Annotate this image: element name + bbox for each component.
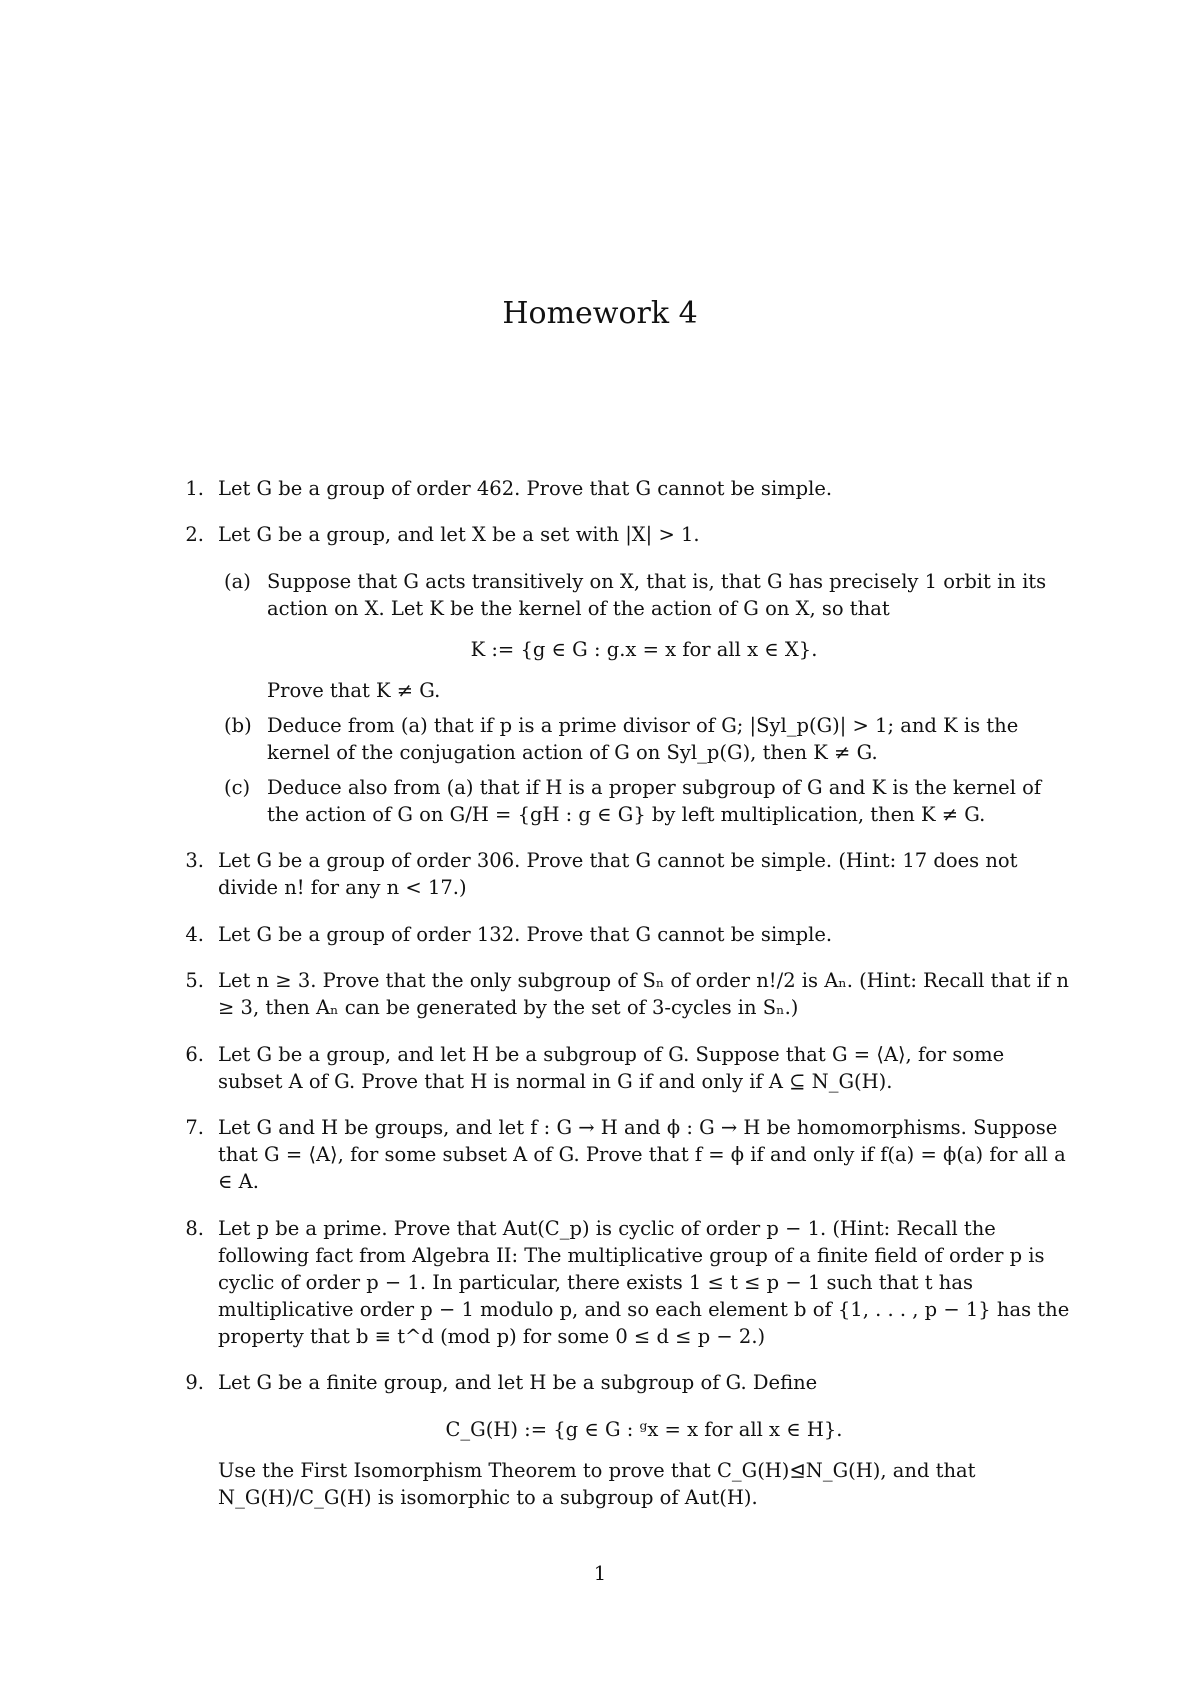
- problem-text: Let G be a group, and let X be a set with |X| > 1.: [218, 523, 700, 546]
- problem-9: [180, 1369, 1070, 1511]
- document-title: Homework 4: [502, 296, 698, 331]
- problem-text: Let G be a finite group, and let H be a subgroup of G. Define: [218, 1371, 818, 1394]
- page-number: 1: [593, 1562, 607, 1585]
- problem-1: [180, 475, 1070, 502]
- kernel-set-definition: K := {g ∈ G : g.x = x for all x ∈ X}.: [470, 637, 818, 661]
- problem-4: [180, 921, 1070, 948]
- problem-number: 8.: [185, 1216, 204, 1240]
- problem-number: 6.: [185, 1042, 204, 1066]
- problem-8: [180, 1215, 1070, 1350]
- problem-list: [180, 455, 1070, 1529]
- part-conclusion: Prove that K ≠ G.: [267, 678, 441, 702]
- problem-9-task: Use the First Isomorphism Theorem to prove that C_G(H)⊴N_G(H), and that N_G(H)/C_G(H) is isomorphic to a subgroup of Aut(H).: [218, 1458, 976, 1509]
- problem-number: 5.: [185, 969, 204, 992]
- part-text: Deduce from (a) that if p is a prime divisor of G; |Syl_p(G)| > 1; and K is the kernel of the conjugation action of G on Syl_p(G), then K ≠ G.: [267, 713, 1019, 764]
- problem-number: 7.: [185, 1116, 204, 1139]
- problem-3: [180, 847, 1070, 901]
- problem-2-part-c: [218, 774, 1070, 828]
- problem-text: Let p be a prime. Prove that Aut(C_p) is cyclic of order p − 1. (Hint: Recall the following fact from Algebra II: The multiplicative group of a finite field of order p is cyclic of order p − 1. In particular, there exists 1 ≤ t ≤ p − 1 such that t has multiplicative order p − 1 modulo p, and so each element b of {1, . . . , p − 1} has the property that b ≡ t^d (mod p) for some 0 ≤ d ≤ p − 2.): [218, 1216, 1070, 1348]
- problem-5: [180, 967, 1070, 1021]
- problem-2: [180, 521, 1070, 828]
- problem-2-part-a: [218, 568, 1070, 704]
- part-letter: (b): [224, 713, 252, 737]
- problem-text: Let G be a group of order 132. Prove that G cannot be simple.: [218, 922, 833, 946]
- problem-number: 4.: [185, 922, 204, 946]
- problem-number: 1.: [185, 476, 204, 500]
- part-letter: (c): [224, 775, 251, 799]
- problem-text: Let G be a group of order 462. Prove that G cannot be simple.: [218, 476, 833, 500]
- part-letter: (a): [224, 569, 251, 593]
- problem-text: Let G be a group, and let H be a subgroup of G. Suppose that G = ⟨A⟩, for some subset A of G. Prove that H is normal in G if and only if A ⊆ N_G(H).: [218, 1042, 1005, 1093]
- problem-text: Let G be a group of order 306. Prove that G cannot be simple. (Hint: 17 does not divide n! for any n < 17.): [218, 849, 1018, 899]
- problem-text: Let n ≥ 3. Prove that the only subgroup of Sₙ of order n!/2 is Aₙ. (Hint: Recall that if n ≥ 3, then Aₙ can be generated by the set of 3-cycles in Sₙ.): [218, 969, 1069, 1019]
- part-text: Suppose that G acts transitively on X, that is, that G has precisely 1 orbit in its action on X. Let K be the kernel of the action of G on X, so that: [267, 569, 1047, 620]
- problem-number: 2.: [185, 523, 204, 546]
- problem-7: [180, 1114, 1070, 1195]
- problem-number: 9.: [185, 1371, 204, 1394]
- problem-number: 3.: [185, 849, 204, 872]
- problem-6: [180, 1041, 1070, 1095]
- problem-2-part-b: [218, 712, 1070, 766]
- part-text: Deduce also from (a) that if H is a proper subgroup of G and K is the kernel of the action of G on G/H = {gH : g ∈ G} by left multiplication, then K ≠ G.: [267, 775, 1042, 826]
- problem-text: Let G and H be groups, and let f : G → H and ϕ : G → H be homomorphisms. Suppose that G = ⟨A⟩, for some subset A of G. Prove that f = ϕ if and only if f(a) = ϕ(a) for all a ∈ A.: [218, 1116, 1066, 1193]
- centralizer-definition: C_G(H) := {g ∈ G : ᵍx = x for all x ∈ H}.: [445, 1417, 843, 1441]
